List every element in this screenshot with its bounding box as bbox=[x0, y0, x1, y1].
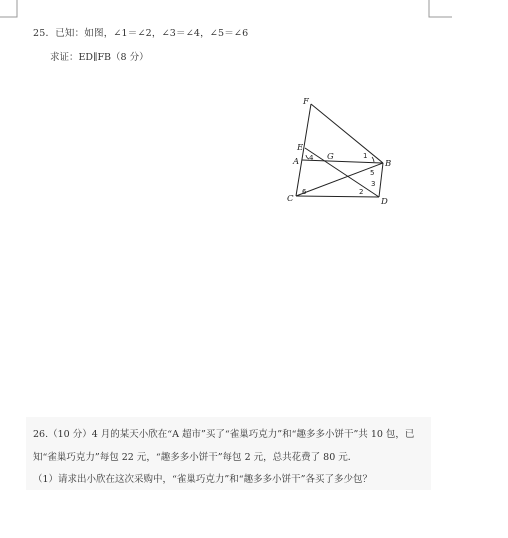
segment-ED bbox=[305, 148, 379, 197]
question-25-prove: 求证：ED∥FB（8 分） bbox=[50, 52, 149, 63]
label-B: B bbox=[385, 159, 392, 169]
segment-BD bbox=[379, 163, 383, 197]
crop-mark-top-left bbox=[0, 0, 20, 22]
segment-AB bbox=[302, 160, 383, 163]
label-D: D bbox=[381, 197, 388, 207]
angle-label-5: 5 bbox=[370, 169, 375, 177]
segment-CD bbox=[296, 196, 379, 197]
question-25-statement: 25．已知：如图，∠1＝∠2，∠3＝∠4，∠5＝∠6 bbox=[33, 28, 249, 39]
label-A: A bbox=[293, 157, 300, 167]
angle-label-4: 4 bbox=[309, 154, 314, 162]
crop-mark-top-right bbox=[424, 0, 454, 22]
question-26-line-2: 知“雀巢巧克力”每包 22 元，“趣多多小饼干”每包 2 元，总共花费了 80 元． bbox=[33, 452, 358, 463]
angle-arc-1 bbox=[372, 157, 374, 162]
label-G: G bbox=[327, 152, 334, 162]
angle-label-2: 2 bbox=[359, 188, 364, 196]
label-E: E bbox=[297, 143, 304, 153]
question-26-line-1: 26.（10 分）4 月的某天小欣在“A 超市”买了“雀巢巧克力”和“趣多多小饼干”共 10 包，已 bbox=[33, 429, 415, 440]
segment-FB bbox=[311, 104, 383, 163]
label-C: C bbox=[287, 194, 294, 204]
geometry-figure bbox=[283, 95, 395, 210]
question-26-part-1: （1）请求出小欣在这次采购中，“雀巢巧克力”和“趣多多小饼干”各买了多少包？ bbox=[33, 474, 372, 485]
label-F: F bbox=[303, 97, 309, 107]
angle-label-1: 1 bbox=[363, 152, 368, 160]
angle-label-6: 6 bbox=[302, 188, 307, 196]
angle-label-3: 3 bbox=[371, 180, 376, 188]
